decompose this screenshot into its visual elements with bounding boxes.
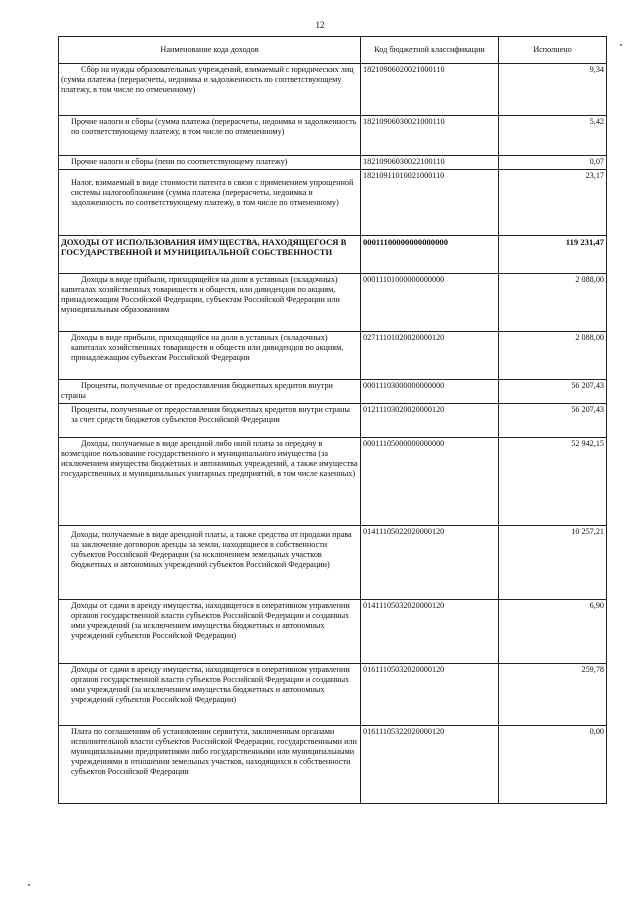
header-code: Код бюджетной классификации: [361, 37, 499, 64]
row-code: 00011100000000000000: [361, 236, 499, 274]
row-code: 02711101020020000120: [361, 332, 499, 380]
row-code: 01611105322020000120: [361, 726, 499, 804]
row-amount: 259,78: [499, 664, 607, 726]
row-name: Плата по соглашениям об установлении сервитута, заключенным органами исполнительной власти субъектов Российской Федерации, государственными или муниципальными предприятиями либо государственными или муниципальными учреждениями в отношении земельных участков, находящихся в собственности субъектов Российской Федерации: [59, 726, 361, 804]
table-row: [59, 156, 607, 170]
table-row: [59, 526, 607, 600]
table-row: [59, 170, 607, 236]
table-row: [59, 274, 607, 332]
table-row: [59, 380, 607, 404]
row-code: 18210906020021000110: [361, 64, 499, 116]
row-amount: 5,42: [499, 116, 607, 156]
table-row: [59, 404, 607, 438]
row-amount: 0,07: [499, 156, 607, 170]
row-code: 01411105032020000120: [361, 600, 499, 664]
table-row: [59, 664, 607, 726]
row-code: 01411105022020000120: [361, 526, 499, 600]
row-amount: 56 207,43: [499, 380, 607, 404]
revenue-table: [58, 36, 607, 804]
table-row: [59, 332, 607, 380]
row-name: Налог, взимаемый в виде стоимости патента в связи с применением упрощенной системы налогообложения (сумма платежа (перерасчеты, недоимка и задолженность по соответствующему платежу, в том числе по отмененному): [59, 170, 361, 236]
row-name: ДОХОДЫ ОТ ИСПОЛЬЗОВАНИЯ ИМУЩЕСТВА, НАХОДЯЩЕГОСЯ В ГОСУДАРСТВЕННОЙ И МУНИЦИПАЛЬНОЙ СОБСТВЕННОСТИ: [59, 236, 361, 274]
table-row: [59, 116, 607, 156]
row-name: Проценты, полученные от предоставления бюджетных кредитов внутри страны: [59, 380, 361, 404]
row-amount: 9,34: [499, 64, 607, 116]
row-amount: 2 088,00: [499, 332, 607, 380]
row-name: Проценты, полученные от предоставления бюджетных кредитов внутри страны за счет средств бюджетов субъектов Российской Федерации: [59, 404, 361, 438]
row-name: Доходы, получаемые в виде арендной либо иной платы за передачу в возмездное пользование государственного и муниципального имущества (за исключением имущества бюджетных и автономных учреждений, а также имущества государственных и муниципальных унитарных предприятий, в том числе казенных): [59, 438, 361, 526]
row-amount: 119 231,47: [499, 236, 607, 274]
table-row-section: [59, 236, 607, 274]
row-name: Прочие налоги и сборы (сумма платежа (перерасчеты, недоимка и задолженность по соответствующему платежу, в том числе по отмененному): [59, 116, 361, 156]
row-amount: 6,90: [499, 600, 607, 664]
row-code: 18210911010021000110: [361, 170, 499, 236]
row-code: 00011101000000000000: [361, 274, 499, 332]
header-amount: Исполнено: [499, 37, 607, 64]
scan-speck: [28, 884, 30, 886]
table-header-row: [59, 37, 607, 64]
row-code: 01211103020020000120: [361, 404, 499, 438]
row-code: 01611105032020000120: [361, 664, 499, 726]
row-name: Доходы, получаемые в виде арендной платы, а также средства от продажи права на заключение договоров аренды за земли, находящиеся в собственности субъектов Российской Федерации (за исключением земельных участков бюджетных и автономных учреждений субъектов Российской Федерации): [59, 526, 361, 600]
row-amount: 23,17: [499, 170, 607, 236]
row-amount: 56 207,43: [499, 404, 607, 438]
row-name: Прочие налоги и сборы (пени по соответствующему платежу): [59, 156, 361, 170]
table-row: [59, 64, 607, 116]
table-row: [59, 438, 607, 526]
header-name: Наименование кода доходов: [59, 37, 361, 64]
row-code: 00011105000000000000: [361, 438, 499, 526]
scan-speck: [620, 44, 622, 46]
row-code: 18210906030022100110: [361, 156, 499, 170]
row-name: Доходы от сдачи в аренду имущества, находящегося в оперативном управлении органов государственной власти субъектов Российской Федерации и созданных ими учреждений (за исключением имущества бюджетных и автономных учреждений субъектов Российской Федерации): [59, 664, 361, 726]
row-amount: 10 257,21: [499, 526, 607, 600]
page-number: 12: [315, 20, 325, 30]
row-code: 18210906030021000110: [361, 116, 499, 156]
table-row: [59, 600, 607, 664]
row-name: Доходы от сдачи в аренду имущества, находящегося в оперативном управлении органов государственной власти субъектов Российской Федерации и созданных ими учреждений (за исключением имущества бюджетных и автономных учреждений субъектов Российской Федерации): [59, 600, 361, 664]
row-amount: 2 088,00: [499, 274, 607, 332]
table-row: [59, 726, 607, 804]
row-name: Сбор на нужды образовательных учреждений, взимаемый с юридических лиц (сумма платежа (перерасчеты, недоимка и задолженность по соответствующему платежу, в том числе по отмененному): [59, 64, 361, 116]
row-code: 00011103000000000000: [361, 380, 499, 404]
row-name: Доходы в виде прибыли, приходящейся на доли в уставных (складочных) капиталах хозяйственных товариществ и обществ, или дивидендов по акциям, принадлежащим Российской Федерации, субъектам Российской Федерации или муниципальным образованиям: [59, 274, 361, 332]
row-amount: 0,00: [499, 726, 607, 804]
row-amount: 52 942,15: [499, 438, 607, 526]
row-name: Доходы в виде прибыли, приходящейся на доли в уставных (складочных) капиталах хозяйственных товариществ и обществ или дивидендов по акциям, принадлежащим субъектам Российской Федерации: [59, 332, 361, 380]
